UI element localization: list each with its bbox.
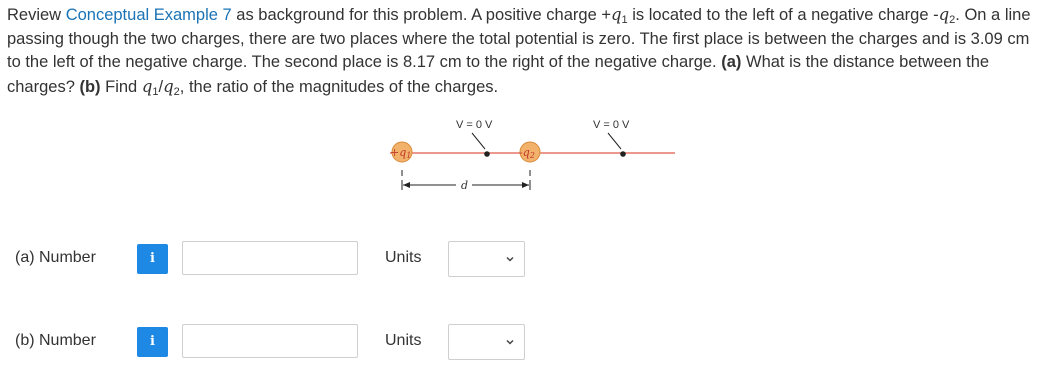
q1-symbol: q: [610, 5, 622, 24]
problem-text: What is the distance between the charges?: [7, 53, 990, 96]
problem-text: Review: [7, 6, 66, 24]
v-label-pointer-2: [608, 133, 621, 149]
problem-text: . On a line passing though the two charges, there are two places where the total potential is zero. The first place is between the charges and is 3.09 cm to the left of the negative charge. The second place is 8.17 cm to the right of the negative charge.: [7, 6, 1031, 71]
q2-charge-label: -q2: [519, 146, 535, 160]
zero-potential-point-1: [484, 151, 490, 157]
part-a-units-label: Units: [385, 249, 422, 266]
part-b-units-select[interactable]: [448, 324, 525, 360]
ratio-q2-symbol: q: [163, 76, 174, 96]
problem-text: , the ratio of the magnitudes of the charges.: [179, 77, 499, 96]
info-button-b[interactable]: i: [137, 327, 168, 357]
chevron-down-icon: [504, 336, 516, 348]
part-a-marker: (a): [721, 53, 742, 71]
ratio-slash: /: [158, 77, 164, 96]
problem-text: as background for this problem. A positive charge +: [231, 6, 611, 24]
q2-subscript: 2: [949, 14, 956, 26]
part-b-number-input[interactable]: [182, 324, 358, 358]
part-b-number-label: (b) Number: [15, 332, 96, 349]
part-b-marker: (b): [79, 77, 101, 96]
q1-subscript: 1: [621, 14, 628, 26]
v-zero-label-2: V = 0 V: [593, 119, 630, 131]
d-label: d: [461, 179, 469, 192]
part-a-number-input[interactable]: [182, 241, 358, 275]
d-arrowhead-right: [522, 182, 529, 188]
part-a-number-label: (a) Number: [15, 249, 96, 266]
answer-row-a: [0, 240, 560, 280]
part-b-units-label: Units: [385, 332, 422, 349]
d-arrowhead-left: [403, 182, 410, 188]
charges-diagram: [360, 112, 680, 198]
part-a-units-select[interactable]: [448, 241, 525, 277]
problem-text: is located to the left of a negative charge -: [627, 6, 939, 24]
q2-symbol: q: [938, 5, 950, 24]
ratio-q1-symbol: q: [141, 76, 153, 96]
zero-potential-point-2: [620, 151, 626, 157]
q1-charge-label: +q1: [390, 146, 412, 160]
v-label-pointer-1: [472, 133, 485, 149]
conceptual-example-link[interactable]: Conceptual Example 7: [65, 6, 232, 24]
ratio-q1-subscript: 1: [152, 85, 159, 98]
info-button-a[interactable]: i: [137, 244, 168, 274]
problem-statement: [7, 3, 1037, 99]
problem-text: Find: [100, 77, 142, 96]
ratio-q2-subscript: 2: [173, 85, 180, 98]
v-zero-label-1: V = 0 V: [456, 119, 493, 131]
chevron-down-icon: [504, 253, 516, 265]
answer-row-b: [0, 323, 560, 363]
